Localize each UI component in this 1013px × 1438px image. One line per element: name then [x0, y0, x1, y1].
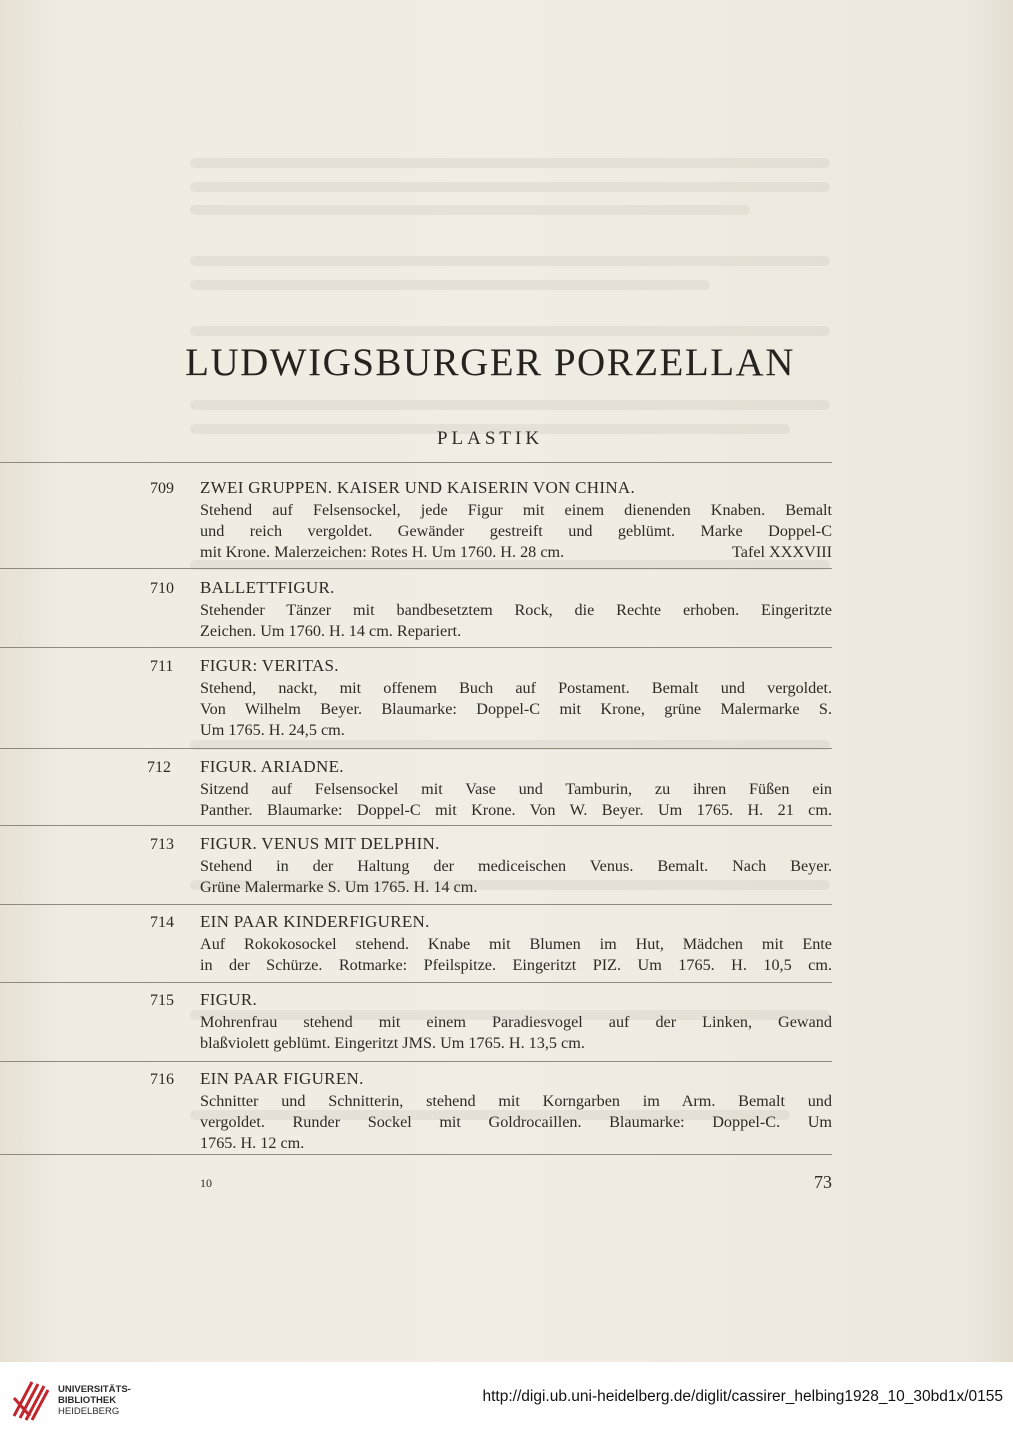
entry-description: [200, 1012, 832, 1054]
entry-line: Grüne Malermarke S. Um 1765. H. 14 cm.: [200, 878, 478, 896]
entry-description: [200, 934, 832, 976]
entry-number: 713: [150, 836, 174, 853]
section-subtitle: PLASTIK: [436, 428, 544, 449]
library-name-line: UNIVERSITÄTS-: [58, 1384, 131, 1395]
entry-description: [200, 856, 832, 898]
entry-line: Auf Rokokosockel stehend. Knabe mit Blumen im Hut, Mädchen mit Ente: [200, 935, 832, 953]
entry-line: Stehend, nackt, mit offenem Buch auf Postament. Bemalt und vergoldet.: [200, 679, 832, 697]
entry-line: Zeichen. Um 1760. H. 14 cm. Repariert.: [200, 622, 462, 640]
entry-title: EIN PAAR KINDERFIGUREN.: [200, 912, 430, 931]
entry-description: [200, 678, 832, 741]
entry-number: 711: [150, 658, 174, 675]
divider: [0, 904, 832, 905]
divider: [0, 825, 832, 826]
entry-line: Sitzend auf Felsensockel mit Vase und Tamburin, zu ihren Füßen ein: [200, 780, 832, 798]
entry-line: vergoldet. Runder Sockel mit Goldrocaillen. Blaumarke: Doppel-C. Um: [200, 1113, 832, 1131]
entry-description: [200, 779, 832, 821]
plate-reference: Tafel XXXVIII: [732, 543, 832, 561]
entry-title: EIN PAAR FIGUREN.: [200, 1069, 364, 1088]
entry-last-line: mit Krone. Malerzeichen: Rotes H. Um 1760. H. 28 cm.: [200, 543, 565, 561]
page-title: LUDWIGSBURGER PORZELLAN: [185, 341, 795, 384]
divider: [0, 1061, 832, 1062]
entry-number: 709: [150, 480, 174, 497]
entry-line: blaßviolett geblümt. Eingeritzt JMS. Um 1765. H. 13,5 cm.: [200, 1034, 585, 1052]
page-number: 73: [814, 1172, 832, 1192]
library-name-line: BIBLIOTHEK: [58, 1395, 117, 1406]
entry-number: 716: [150, 1071, 174, 1088]
entry-title: BALLETTFIGUR.: [200, 578, 335, 597]
divider: [0, 647, 832, 648]
entry-number: 714: [150, 914, 174, 931]
divider: [0, 748, 832, 749]
entry-description: [200, 1091, 832, 1154]
entry-title: FIGUR.: [200, 990, 258, 1009]
entry-line: in der Schürze. Rotmarke: Pfeilspitze. Eingeritzt PIZ. Um 1765. H. 10,5 cm.: [200, 956, 832, 974]
entry-line: Von Wilhelm Beyer. Blaumarke: Doppel-C mit Krone, grüne Malermarke S.: [200, 700, 832, 718]
divider: [0, 568, 832, 569]
entry-line: Stehend in der Haltung der mediceischen Venus. Bemalt. Nach Beyer.: [200, 857, 832, 875]
library-name-line: HEIDELBERG: [58, 1406, 120, 1417]
divider: [0, 1154, 832, 1155]
entry-description: [200, 500, 832, 563]
entry-number: 712: [147, 759, 171, 776]
library-footer-bar: [0, 1362, 1013, 1438]
entry-line: Mohrenfrau stehend mit einem Paradiesvogel auf der Linken, Gewand: [200, 1013, 832, 1031]
library-name: [58, 1384, 131, 1417]
entry-title: ZWEI GRUPPEN. KAISER UND KAISERIN VON CHINA.: [200, 478, 636, 497]
library-logo-icon: [10, 1376, 50, 1422]
entry-number: 710: [150, 580, 174, 597]
signature-mark: 10: [200, 1176, 212, 1190]
entry-line: Stehend auf Felsensockel, jede Figur mit einem dienenden Knaben. Bemalt: [200, 501, 832, 519]
entry-number: 715: [150, 992, 174, 1009]
entry-line: Panther. Blaumarke: Doppel-C mit Krone. Von W. Beyer. Um 1765. H. 21 cm.: [200, 801, 832, 819]
divider: [0, 982, 832, 983]
entry-line: und reich vergoldet. Gewänder gestreift und geblümt. Marke Doppel-C: [200, 522, 832, 540]
entry-line: Um 1765. H. 24,5 cm.: [200, 721, 345, 739]
entry-title: FIGUR. ARIADNE.: [200, 757, 344, 776]
entry-line: Stehender Tänzer mit bandbesetztem Rock, die Rechte erhoben. Eingeritzte: [200, 601, 832, 619]
entry-title: FIGUR. VENUS MIT DELPHIN.: [200, 834, 440, 853]
entry-description: [200, 600, 832, 642]
entry-line: [200, 542, 832, 563]
entry-line: Schnitter und Schnitterin, stehend mit Korngarben im Arm. Bemalt und: [200, 1092, 832, 1110]
entry-line: 1765. H. 12 cm.: [200, 1134, 305, 1152]
source-url-link[interactable]: http://digi.ub.uni-heidelberg.de/diglit/cassirer_helbing1928_10_30bd1x/0155: [482, 1388, 1003, 1405]
divider: [0, 462, 832, 463]
entry-title: FIGUR: VERITAS.: [200, 656, 339, 675]
